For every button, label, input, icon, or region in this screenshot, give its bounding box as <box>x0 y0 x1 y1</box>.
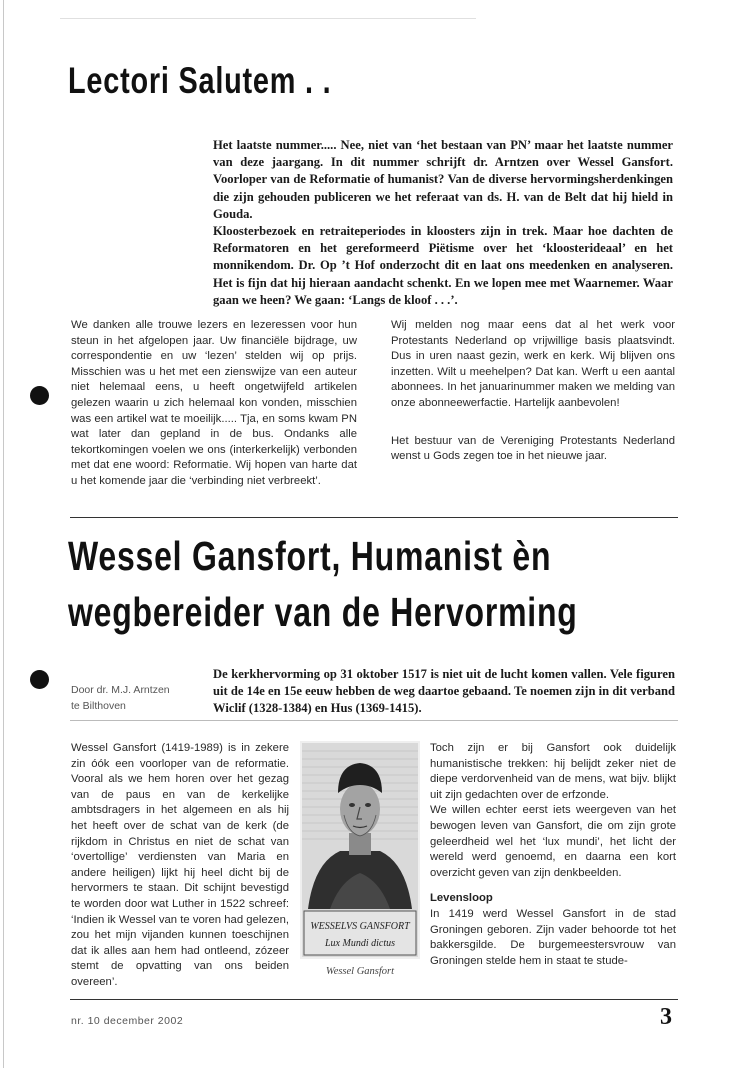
section-heading-levensloop: Levensloop <box>430 892 493 905</box>
portrait-caption: Wessel Gansfort <box>325 966 395 977</box>
byline-author: Door dr. M.J. Arntzen <box>71 684 170 696</box>
article-levensloop-text: In 1419 werd Wessel Gansfort in de stad Groningen geboren. Zijn vader behoorde tot het bakkersgilde. De burgemeestersvrouw van Groningen stelde hem in staat te stude- <box>430 907 676 967</box>
article-humanist-text: Toch zijn er bij Gansfort ook duidelijk humanistische trekken: hij belijdt zeker niet de diepe verdorvenheid van de mens, wat bijv. blijkt uit zijn gedachten over de erfzonde. <box>430 742 676 801</box>
top-faint-rule <box>60 18 476 19</box>
wessel-gansfort-portrait <box>300 741 420 959</box>
issue-label: nr. 10 december 2002 <box>71 1015 184 1027</box>
editorial-intro-paragraph-2: Kloosterbezoek en retraiteperiodes in kloosters zijn in trek. Maar hoe dachten de Reformatoren en het gereformeerd Piëtisme over het ‘kloosterideaal’ en het monnikendom. Dr. Op ’t Hof onderzocht dit en laat ons meedenken en analyseren. Het is fijn dat hij hieraan aandacht schenkt. En we lopen mee met Waarnemer. Waar gaan we heen? We gaan: ‘Langs de kloof . . .’. <box>213 224 673 307</box>
article-life-intro-text: We willen echter eerst iets weergeven van het bewogen leven van Gansfort, die om zijn grote geleerdheid wel het ‘lux mundi’, het licht der wereld werd genoemd, en daarna een kort overzicht geven van zijn denkbeelden. <box>430 804 676 879</box>
bullet-marker <box>30 386 49 405</box>
editorial-intro-paragraph-1: Het laatste nummer..... Nee, niet van ‘het bestaan van PN’ maar het laatste nummer van deze jaargang. In dit nummer schrijft dr. Arntzen over Wessel Gansfort. Voorloper van de Reformatie of humanist? Van de diverse hervormingsherdenkingen die zijn gehouden publiceren we het referaat van ds. H. van de Belt dat hij hield in Gouda. <box>213 138 673 221</box>
article-lead: De kerkhervorming op 31 oktober 1517 is niet uit de lucht komen vallen. Vele figuren uit de 14e en 15e eeuw hebben de weg daartoe gebaand. Te noemen zijn in dit verband Wiclif (1328-1384) en Hus (1369-1415). <box>213 667 675 716</box>
page-edge-rule <box>3 0 4 1068</box>
article-title-line-2: wegbereider van de Hervorming <box>68 589 578 635</box>
article-column-left <box>71 741 289 991</box>
editorial-volunteer-text: Wij melden nog maar eens dat al het werk voor Protestants Nederland op vrijwillige basis plaatsvindt. Dus in uren naast gezin, werk en kerk. Wij blijven ons inzetten. Wilt u meehelpen? Dat kan. Werft u een aantal abonnees. In het januarinummer maken we melding van onze abonneewerfactie. Hartelijk aanbevolen! <box>391 319 675 409</box>
portrait-inscription-motto: Lux Mundi dictus <box>325 938 395 949</box>
editorial-column-left <box>71 318 357 490</box>
footer-divider <box>70 999 678 1000</box>
article-byline <box>71 682 211 714</box>
lead-divider <box>70 720 678 721</box>
page-number: 3 <box>660 1004 672 1030</box>
article-title-line-1: Wessel Gansfort, Humanist èn <box>68 533 552 579</box>
portrait-inscription-name: WESSELVS GANSFORT <box>310 921 410 932</box>
bullet-marker <box>30 670 49 689</box>
byline-location: te Bilthoven <box>71 700 126 712</box>
section-divider <box>70 517 678 518</box>
editorial-title: Lectori Salutem . . <box>68 60 332 101</box>
article-left-text: Wessel Gansfort (1419-1989) is in zekere zin óók een voorloper van de reformatie. Vooral als we hem horen over het gezag van de paus en van de kerkelijke ambtsdragers in het algemeen en als hij het heeft over de schat van de kerk (de rijkdom in Christus en niet de schat van ‘overtollige’ verdiensten van Maria en andere heiligen) lijkt hij heel dicht bij de hervormers te staan. Dit schijnt bevestigd te worden door wat Luther in 1522 schreef: ‘Indien ik Wessel van te voren had gelezen, zou het mijn vijanden kunnen toeschijnen dat ik alles aan hem had ontleend, zózeer stemt de opvatting van ons beiden overeen’. <box>71 742 289 988</box>
editorial-wishes-text: Het bestuur van de Vereniging Protestants Nederland wenst u Gods zegen toe in het nieuwe jaar. <box>391 434 675 463</box>
editorial-thanks-text: We danken alle trouwe lezers en lezeressen voor hun steun in het afgelopen jaar. Uw financiële bijdrage, uw correspondentie en uw ‘lezen’ stelden wij op prijs. Misschien was u het met een zienswijze van een auteur niet helemaal eens, u heeft ongetwijfeld artikelen gelezen waarin u zich helemaal kon vonden, misschien was een artikel wat te moeilijk..... Tja, en soms kwam PN wat later dan gepland in de bus. Ondanks alle tekortkomingen voelen we ons (interkerkelijk) verbonden met dat ene woord: Reformatie. Wij hopen van harte dat u het komende jaar die ‘verbinding niet verbreekt’. <box>71 319 357 487</box>
editorial-column-right <box>391 318 675 465</box>
article-column-right <box>430 741 676 969</box>
editorial-intro <box>213 137 673 309</box>
